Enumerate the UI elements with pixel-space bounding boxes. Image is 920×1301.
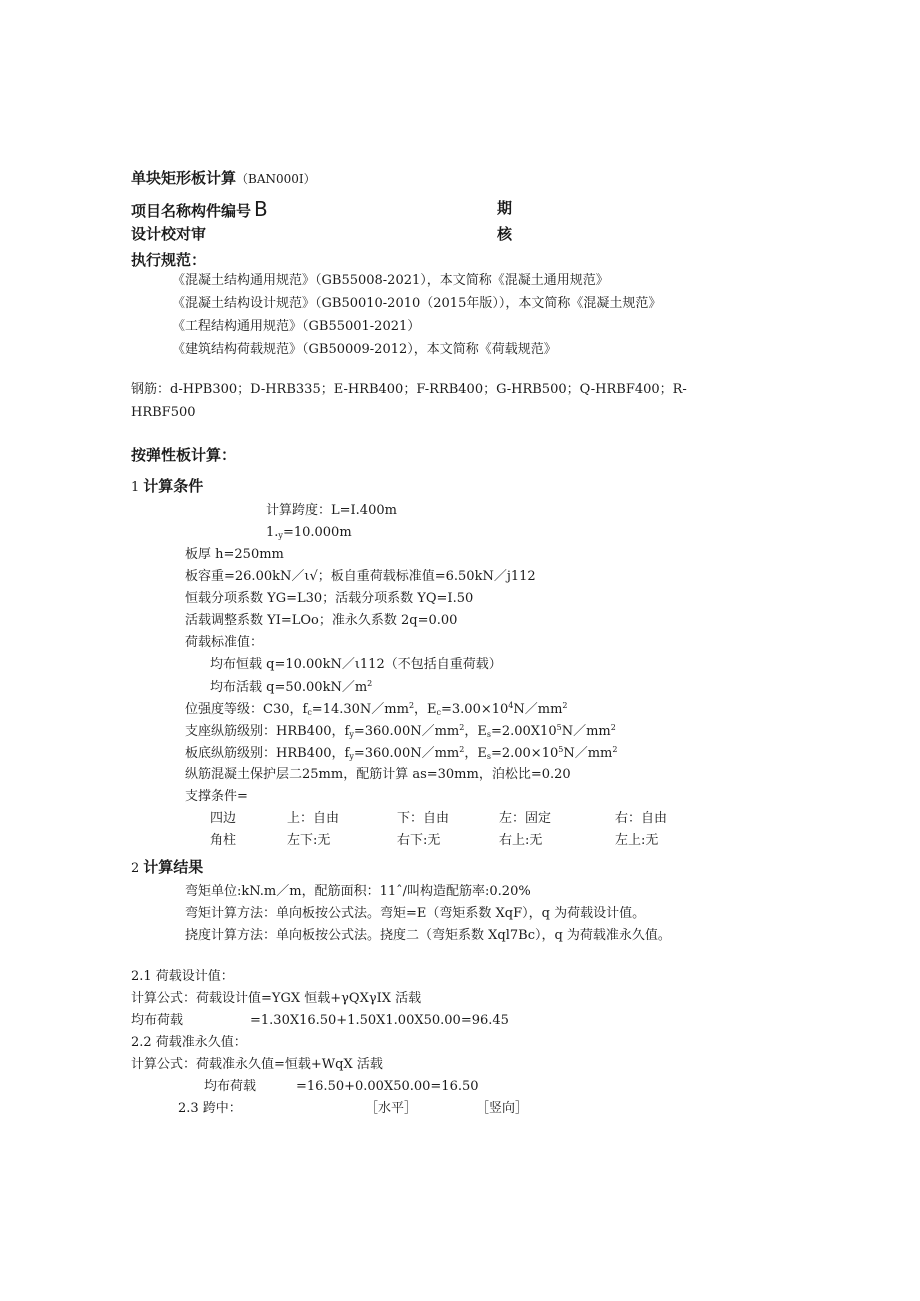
bot-b: =360.00N／mm (353, 746, 460, 761)
slab-thickness: 板厚 h=250mm (185, 547, 284, 562)
sup-b: =360.00N／mm (353, 724, 460, 739)
conc-c: ，E (414, 702, 437, 717)
conc-a: 位强度等级：C30，f (185, 702, 308, 717)
conc-e: N／mm (513, 702, 563, 717)
sup-e-sup: 2 (610, 723, 616, 732)
bot-c: ，E (464, 746, 487, 761)
corner-bottom-right: 右下:无 (397, 833, 441, 848)
sup-d-sup: 5 (556, 723, 562, 732)
s22-value: =16.50+0.00X50.00=16.50 (296, 1079, 479, 1094)
bot-a: 板底纵筋级别：HRB400，f (185, 746, 350, 761)
s21-label: 均布荷载 (131, 1013, 184, 1028)
span-y (266, 525, 352, 541)
edge-left: 左：固定 (499, 811, 552, 826)
moment-method: 弯矩计算方法：单向板按公式法。弯矩=E（弯矩系数 XqF），q 为荷载设计值。 (185, 906, 646, 921)
load-standard-label: 荷载标准值： (185, 635, 264, 650)
bot-b-sup: 2 (459, 745, 465, 754)
document-title (131, 169, 316, 187)
concrete-grade (185, 701, 568, 718)
units-line: 弯矩单位:kN.m／m，配筋面积：11ˆ/叫构造配筋率:0.20% (185, 884, 531, 899)
s22-label: 均布荷载 (204, 1079, 257, 1094)
dead-load: 均布恒载 q=10.00kN／ι112（不包括自重荷载） (210, 657, 502, 672)
sup-c: ，E (464, 724, 487, 739)
s21-formula: 计算公式：荷载设计值=YGX 恒载+γQXγIX 活载 (131, 991, 422, 1006)
section2-heading (131, 858, 203, 877)
elastic-heading: 按弹性板计算： (131, 446, 237, 464)
title-code: （BAN000I） (236, 172, 316, 186)
load-factors-1: 恒载分项系数 YG=L30；活载分项系数 YQ=I.50 (185, 591, 474, 606)
conc-c-sub: c (436, 708, 442, 717)
conc-d-sup: 4 (508, 701, 514, 710)
conc-b: =14.30N／mm (311, 702, 409, 717)
standard-item: 《工程结构通用规范》（GB55001-2021） (172, 319, 421, 334)
s22-formula: 计算公式：荷载准永久值=恒载+WqX 活载 (131, 1057, 383, 1072)
live-load-text: 均布活载 q=50.00kN／m (210, 680, 368, 695)
cover-line: 纵筋混凝土保护层二25mm，配筋计算 as=30mm，泊松比=0.20 (185, 767, 571, 782)
conc-a-sub: c (307, 708, 312, 717)
edge-right: 右：自由 (615, 811, 668, 826)
sup-b-sup: 2 (459, 723, 465, 732)
standard-item: 《混凝土结构设计规范》（GB50010-2010（2015年版）），本文简称《混凝土规范》 (172, 296, 662, 311)
support-rebar (185, 723, 616, 740)
bot-d-sup: 5 (558, 745, 564, 754)
section1-title: 计算条件 (143, 477, 204, 495)
edge-bottom: 下：自由 (397, 811, 450, 826)
s21-title: 2.1 荷载设计值： (131, 969, 234, 984)
deflection-method: 挠度计算方法：单向板按公式法。挠度二（弯矩系数 Xql7Bc），q 为荷载准永久值。 (185, 928, 671, 943)
sup-a-sub: y (349, 730, 354, 739)
edges-row (0, 811, 920, 831)
slab-density: 板容重=26.00kN／ι√；板自重荷载标准值=6.50kN／j112 (185, 569, 536, 584)
section2-title: 计算结果 (143, 858, 204, 876)
conc-d: =3.00×10 (441, 702, 509, 717)
span-x: 计算跨度：L=I.400m (266, 503, 397, 518)
conc-b-sup: 2 (408, 701, 415, 710)
design-label: 设计校对审 (131, 225, 207, 243)
live-load (210, 679, 372, 696)
standard-item: 《建筑结构荷载规范》（GB50009-2012），本文简称《荷载规范》 (172, 342, 557, 357)
bot-e: N／mm (563, 746, 613, 761)
s23-horizontal: ［水平］ (365, 1101, 418, 1116)
corners-row (0, 833, 920, 853)
project-label: 项目名称构件编号 (131, 202, 252, 220)
rebar-line-2: HRBF500 (131, 405, 196, 420)
corner-top-right: 右上:无 (499, 833, 543, 848)
load-factors-2: 活载调整系数 YI=LOo；准永久系数 2q=0.00 (185, 613, 458, 628)
s21-value: =1.30X16.50+1.50X1.00X50.00=96.45 (250, 1013, 509, 1028)
bot-a-sub: y (349, 752, 354, 761)
support-label: 支撑条件= (185, 789, 248, 804)
section2-num: 2 (131, 861, 140, 876)
rebar-line-1: 钢筋：d-HPB300；D-HRB335；E-HRB400；F-RRB400；G-HRB500；Q-HRBF400；R- (131, 382, 687, 397)
bottom-rebar (185, 745, 617, 762)
date-char: 期 (497, 199, 513, 217)
sup-c-sub: s (486, 730, 491, 739)
edge-top: 上：自由 (287, 811, 340, 826)
section1-num: 1 (131, 480, 140, 495)
title-main: 单块矩形板计算 (131, 169, 237, 187)
span-y-pre: 1. (266, 525, 279, 540)
conc-e-sup: 2 (562, 701, 568, 710)
bot-d: =2.00×10 (490, 746, 559, 761)
s23-vertical: ［竖向］ (476, 1101, 529, 1116)
span-y-post: =10.000m (282, 525, 352, 540)
project-b: B (254, 197, 268, 221)
s22-title: 2.2 荷载准永久值： (131, 1035, 247, 1050)
sup-d: =2.00X10 (490, 724, 557, 739)
project-row (131, 197, 268, 221)
section1-heading (131, 477, 203, 496)
sup-e: N／mm (561, 724, 611, 739)
sup-a: 支座纵筋级别：HRB400，f (185, 724, 350, 739)
corner-bottom-left: 左下:无 (287, 833, 331, 848)
standard-item: 《混凝土结构通用规范》（GB55008-2021），本文简称《混凝土通用规范》 (172, 273, 609, 288)
corner-top-left: 左上:无 (615, 833, 659, 848)
standards-heading: 执行规范： (131, 251, 207, 269)
corners-label: 角柱 (210, 833, 237, 848)
edges-label: 四边 (210, 811, 237, 826)
review-char: 核 (497, 225, 513, 243)
span-y-sub: y (278, 531, 283, 540)
bot-c-sub: s (486, 752, 491, 761)
live-load-sup: 2 (367, 679, 373, 688)
bot-e-sup: 2 (612, 745, 618, 754)
s23-title: 2.3 跨中： (178, 1101, 242, 1116)
